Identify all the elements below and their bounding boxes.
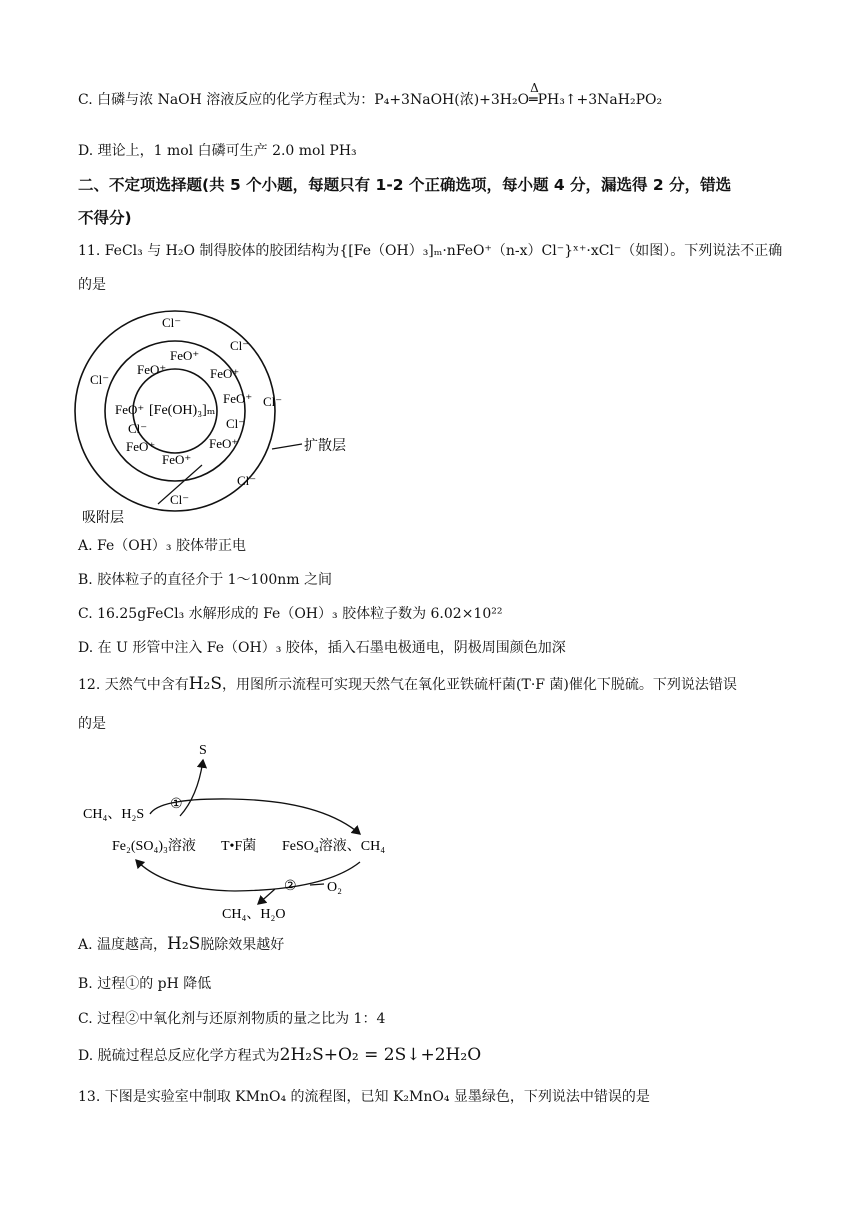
micelle-diagram [70,300,370,530]
q11-option-b: B. 胶体粒子的直径介于 1～100nm 之间 [78,572,333,588]
diffuse-layer-label: 扩散层 [304,439,346,454]
q12-stem [78,674,737,695]
chloride-ion: Cl⁻ [237,473,257,488]
q10-option-c [78,81,663,110]
diffuse-layer-pointer [272,444,302,449]
q12-option-d-pre: D. 脱硫过程总反应化学方程式为 [78,1048,280,1064]
section-heading-line1: 二、不定项选择题(共 5 个小题，每题只有 1-2 个正确选项，每小题 4 分，漏选得 2 分，错选 [78,176,732,194]
q11-stem-cont: 的是 [78,277,106,293]
outlet-arrow [258,889,275,904]
feo-ion: FeO⁺ [137,362,167,377]
section-heading-line2: 不得分) [78,209,132,227]
feo-ion: FeO⁺ [126,439,156,454]
process-step-2: ② [284,879,297,894]
ferrous-sulfate-solution: FeSO₄溶液、CH₄ [282,839,386,854]
adsorb-layer-label: 吸附层 [82,511,124,526]
q10-option-c-label: C. 白磷与浓 NaOH 溶液反应的化学方程式为： [78,92,375,108]
q12-stem-pre: 12. 天然气中含有 [78,677,189,693]
chloride-ion: Cl⁻ [263,394,283,409]
q12-option-a-formula: H₂S [167,934,201,954]
inlet-gas-label: CH₄、H₂S [83,807,145,822]
sulfur-arrow [180,760,203,816]
desulfurization-flow-diagram [70,738,410,923]
q12-option-a-post: 脱除效果越好 [200,937,285,953]
q11-option-a: A. Fe（OH）₃ 胶体带正电 [78,538,246,554]
q10-option-c-equation-left: P₄+3NaOH(浓)+3H₂O [374,92,530,108]
q11-stem: 11. FeCl₃ 与 H₂O 制得胶体的胶团结构为{[Fe（OH）₃]ₘ·nFeO⁺（n-x）Cl⁻}ˣ⁺·xCl⁻（如图）。下列说法不正确 [78,243,783,259]
q12-stem-cont: 的是 [78,716,106,732]
q11-option-c: C. 16.25gFeCl₃ 水解形成的 Fe（OH）₃ 胶体粒子数为 6.02×10²² [78,606,503,622]
q10-option-d: D. 理论上，1 mol 白磷可生产 2.0 mol PH₃ [78,143,357,159]
feo-ion: FeO⁺ [210,366,240,381]
q11-option-d: D. 在 U 形管中注入 Fe（OH）₃ 胶体，插入石墨电极通电，阴极周围颜色加深 [78,640,566,656]
q10-reaction-condition: Δ ═ [529,90,537,110]
process-step-1: ① [170,797,183,812]
feo-ion: FeO⁺ [209,436,239,451]
outlet-gas-label: CH₄、H₂O [222,907,286,922]
bacteria-catalyst-label: T•F菌 [221,839,257,854]
feo-ion: FeO⁺ [223,391,253,406]
q12-option-d-equation: 2H₂S+O₂ = 2S↓+2H₂O [279,1045,482,1065]
oxygen-inlet-line [310,884,324,885]
q12-option-a-pre: A. 温度越高， [78,937,168,953]
q12-h2s-formula: H₂S [188,674,223,694]
feo-ion: FeO⁺ [115,402,145,417]
delta-symbol: Δ [530,81,539,95]
feo-ion: FeO⁺ [162,452,192,467]
chloride-ion: Cl⁻ [226,416,246,431]
q12-option-c: C. 过程②中氧化剂与还原剂物质的量之比为 1：4 [78,1011,386,1027]
colloid-core-label: [Fe(OH)₃]ₘ [149,403,216,418]
chloride-ion: Cl⁻ [128,421,148,436]
q12-option-a [78,934,284,955]
chloride-ion: Cl⁻ [162,315,182,330]
oxygen-inlet-label: O₂ [327,880,342,895]
q13-stem: 13. 下图是实验室中制取 KMnO₄ 的流程图，已知 K₂MnO₄ 显墨绿色，下列说法中错误的是 [78,1089,650,1105]
q12-stem-post: ，用图所示流程可实现天然气在氧化亚铁硫杆菌(T·F 菌)催化下脱硫。下列说法错误 [222,677,737,693]
q10-option-c-equation-right: PH₃↑+3NaH₂PO₂ [537,92,663,108]
chloride-ion: Cl⁻ [230,338,250,353]
q12-option-d [78,1045,481,1066]
chloride-ion: Cl⁻ [170,492,190,507]
q12-option-b: B. 过程①的 pH 降低 [78,976,212,992]
sulfur-product-label: S [199,743,207,758]
feo-ion: FeO⁺ [170,348,200,363]
ferric-sulfate-solution: Fe₂(SO₄)₃溶液 [112,839,196,854]
chloride-ion: Cl⁻ [90,372,110,387]
